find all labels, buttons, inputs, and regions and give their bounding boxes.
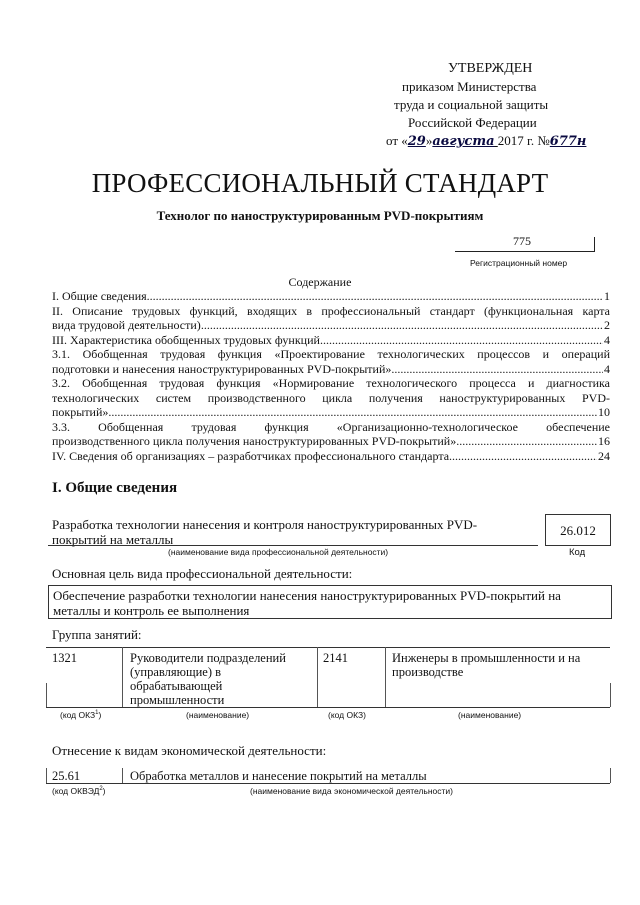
toc-item[interactable]: [52, 347, 610, 376]
okved-divider: [46, 768, 47, 783]
date-number: 677н: [549, 134, 587, 149]
toc-item[interactable]: [52, 289, 610, 304]
toc-item-text: III. Характеристика обобщенных трудовых функций: [52, 332, 320, 347]
toc-item-page: 4: [604, 361, 610, 376]
toc-item-page: 10: [598, 405, 610, 419]
toc-leader: [147, 289, 603, 304]
okved-code: 25.61: [52, 769, 81, 783]
activity-underline: [48, 545, 538, 546]
toc-item[interactable]: [52, 449, 610, 464]
approval-date-line: [380, 132, 625, 151]
registration-label: Регистрационный номер: [470, 258, 568, 268]
caption-text: (код ОКВЭД: [52, 786, 100, 796]
activity-name-line: Разработка технологии нанесения и контроля наноструктурированных PVD-: [52, 517, 478, 532]
section-heading: I. Общие сведения: [52, 480, 178, 496]
group-code: 1321: [52, 651, 77, 665]
toc-leader: [108, 405, 597, 420]
approval-line-labor: труда и социальной защиты: [394, 97, 549, 112]
activity-name-line: покрытий на металлы: [52, 532, 174, 547]
table-of-contents: [52, 289, 610, 463]
toc-leader: [449, 449, 597, 464]
okved-label: Отнесение к видам экономической деятельности:: [52, 743, 327, 758]
toc-item-text: 3.2. Обобщенная трудовая функция «Нормирование технологического процесса и диагностика: [52, 376, 610, 390]
group-divider: [610, 683, 611, 707]
okved-bottom-border: [46, 783, 610, 784]
toc-leader: [456, 434, 597, 449]
goal-text: [53, 588, 561, 618]
toc-item-text: IV. Сведения об организациях – разработчиках профессионального стандарта: [52, 448, 450, 463]
activity-name: [52, 517, 477, 547]
toc-item-page: 4: [604, 332, 610, 347]
toc-leader: [320, 333, 603, 348]
group-name-line: обрабатывающей: [130, 679, 223, 693]
approval-heading: УТВЕРЖДЕН: [448, 61, 533, 76]
goal-line: металлы и контроль ее выполнения: [53, 603, 250, 618]
okved-caption-code: (код ОКВЭД$^2$): [52, 786, 106, 796]
group-bottom-border: [46, 707, 610, 708]
code-value: 26.012: [560, 523, 596, 538]
okved-divider: [122, 768, 123, 783]
activity-caption: (наименование вида профессиональной деятельности): [168, 547, 389, 557]
toc-item-text: вида трудовой деятельности): [52, 318, 201, 332]
okved-caption-name: (наименование вида экономической деятельности): [250, 786, 453, 796]
toc-leader: [391, 362, 603, 377]
group-caption-name2: (наименование): [458, 710, 522, 720]
toc-item[interactable]: [52, 420, 610, 449]
footnote-mark: 1: [95, 710, 99, 717]
group-caption-code2: (код ОКЗ): [328, 710, 366, 720]
toc-heading: Содержание: [288, 275, 352, 289]
goal-line: Обеспечение разработки технологии нанесения наноструктурированных PVD-покрытий на: [53, 588, 561, 603]
approval-line-ministry: приказом Министерства: [402, 79, 537, 94]
date-prefix: от «: [386, 133, 408, 148]
code-box: [545, 514, 611, 546]
group-caption-code: (код ОКЗ$^1$): [60, 710, 102, 720]
group-name-line: (управляющие) в: [130, 665, 222, 679]
goal-box: [48, 585, 612, 619]
toc-item-page: 24: [598, 448, 610, 463]
group-name: [392, 651, 580, 679]
toc-item-text: покрытий»: [52, 405, 109, 419]
group-divider: [122, 647, 123, 707]
group-code: 2141: [323, 651, 348, 665]
toc-item[interactable]: [52, 376, 610, 420]
group-divider: [385, 647, 386, 707]
group-name-line: производстве: [392, 665, 464, 679]
toc-item-text: технологических систем производственного цикла получения наноструктурированных PVD-: [52, 390, 610, 405]
group-caption-name: (наименование): [186, 710, 250, 720]
toc-item-text: подготовки и нанесения наноструктурированных PVD-покрытий»: [52, 361, 392, 376]
group-top-border: [46, 647, 610, 648]
toc-item-text: 3.3. Обобщенная трудовая функция «Организационно-технологическое обеспечение: [52, 419, 610, 434]
code-caption: Код: [569, 547, 586, 558]
toc-item[interactable]: [52, 304, 610, 333]
registration-bracket: [594, 237, 595, 251]
group-name-line: Руководители подразделений: [130, 651, 286, 665]
date-day: 29: [407, 134, 426, 149]
toc-item-page: 2: [604, 318, 610, 332]
toc-item-page: 1: [604, 289, 610, 303]
date-month: августа: [432, 134, 495, 149]
date-year: 2017 г. №: [497, 133, 550, 148]
registration-box: [455, 231, 595, 252]
registration-number: 775: [513, 234, 531, 248]
toc-item-text: II. Описание трудовых функций, входящих в профессиональный стандарт (функциональная карта: [52, 303, 610, 318]
toc-item-text: производственного цикла получения наноструктурированных PVD-покрытий»: [52, 434, 457, 448]
goal-label: Основная цель вида профессиональной деятельности:: [52, 566, 353, 581]
date-quote: »: [425, 133, 433, 148]
page-subtitle: Технолог по наноструктурированным PVD-покрытиям: [156, 208, 484, 223]
approval-block: [380, 60, 625, 151]
toc-item-page: 16: [598, 434, 610, 448]
page-title: ПРОФЕССИОНАЛЬНЫЙ СТАНДАРТ: [91, 168, 549, 198]
toc-item-text: 3.1. Обобщенная трудовая функция «Проектирование технологических процессов и операций: [52, 347, 610, 361]
okved-name: Обработка металлов и нанесение покрытий на металлы: [130, 769, 427, 783]
toc-leader: [201, 318, 603, 333]
group-divider: [317, 647, 318, 707]
okved-divider: [610, 768, 611, 783]
group-name-line: промышленности: [130, 693, 225, 707]
toc-item[interactable]: [52, 333, 610, 348]
footnote-mark: 2: [99, 786, 103, 793]
group-name-line: Инженеры в промышленности и на: [392, 651, 581, 665]
toc-item-text: I. Общие сведения: [52, 289, 147, 303]
group-name: [130, 651, 286, 707]
caption-text: (код ОКЗ: [60, 710, 96, 720]
group-divider: [46, 683, 47, 707]
group-label: Группа занятий:: [52, 627, 142, 642]
approval-line-federation: Российской Федерации: [408, 115, 537, 130]
